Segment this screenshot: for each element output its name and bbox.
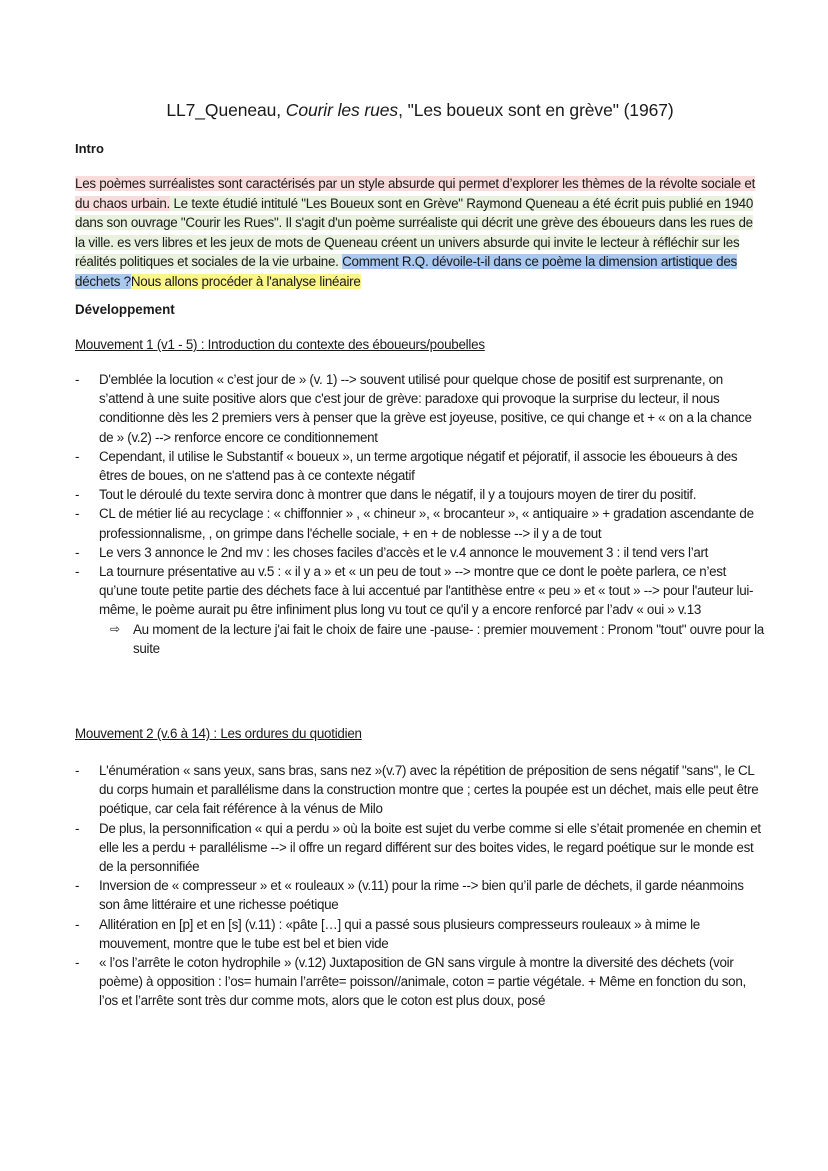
list-item [75, 761, 765, 819]
list-item-text: Allitération en [p] et en [s] (v.11) : «pâte […] qui a passé sous plusieurs compresseurs rouleaux » à mime le mouvement, montre que le tube est bel et bien vide [99, 916, 700, 951]
bullet-dash-icon: - [75, 763, 80, 778]
arrow-note-text: Au moment de la lecture j'ai fait le choix de faire une -pause- : premier mouvement : Pronom "tout" ouvre pour la suite [133, 621, 764, 656]
list-item [75, 447, 765, 485]
list-item-text: Inversion de « compresseur » et « rouleaux » (v.11) pour la rime --> bien qu’il parle de déchets, il garde néanmoins son âme littéraire et une richesse poétique [99, 878, 744, 913]
list-item [75, 543, 765, 562]
list-item [75, 819, 765, 877]
list-item [75, 562, 765, 620]
list-item-text: La tournure présentative au v.5 : « il y a » et « un peu de tout » --> montre que ce dont le poète parlera, ce n’est qu’une toute petite partie des déchets face à lui accentué par l'antithèse entre « peu » et « tout » --> pour l'auteur lui-même, le poème aurait pu être infiniment plus long vu tout ce qu'il y a encore renforcé par l’adv « oui » v.13 [99, 564, 754, 618]
intro-problematique-highlight: Comment R.Q. dévoile-t-il dans ce poème la dimension artistique des déchets ? [75, 254, 737, 289]
mouvement-1-list [75, 370, 765, 658]
intro-paragraph [75, 174, 765, 292]
bullet-dash-icon: - [75, 487, 80, 503]
intro-heading: Intro [75, 141, 104, 156]
list-item [75, 504, 765, 542]
intro-highlight-pink: Les poèmes surréalistes sont caractérisés par un style absurde qui permet d’explorer les thèmes de la révolte sociale et du chaos urbain. [75, 176, 756, 211]
arrow-note [75, 620, 765, 658]
list-item-text: CL de métier lié au recyclage : « chiffonnier » , « chineur », « brocanteur », « antiquaire » + gradation ascendante de professionnalisme, , on grimpe dans l'échelle sociale, + en + de noblesse --> il y a de tout [99, 506, 754, 541]
bullet-dash-icon: - [75, 372, 80, 387]
list-item-text: « l’os l’arrête le coton hydrophile » (v.12) Juxtaposition de GN sans virgule à montre la diversité des déchets (voir poème) à opposition : l’os= humain l’arrête= poisson//animale, coton = partie végétale. + Même en fonction du son, l’os et l’arrête sont très dur comme mots, alors que le coton est plus doux, posé [99, 955, 746, 1009]
bullet-dash-icon: - [75, 544, 80, 560]
intro-highlight-green: Le texte étudié intitulé "Les Boueux sont en Grève" Raymond Queneau a été écrit puis publié en 1940 dans son ouvrage "Courir les Rues". Il s'agit d'un poème surréaliste qui décrit une grève des éboueurs dans les rues de la ville. es vers libres et les jeux de mots de Queneau créent un univers absurde qui invite le lecteur à réfléchir sur les réalités politiques et sociales de la vie urbaine. [75, 195, 754, 270]
title-suffix: , "Les boueux sont en grève" (1967) [398, 100, 674, 120]
list-item [75, 953, 765, 1011]
arrow-right-icon: ⇨ [110, 621, 120, 636]
list-item [75, 485, 765, 504]
list-item [75, 370, 765, 447]
mouvement-2-heading: Mouvement 2 (v.6 à 14) : Les ordures du quotidien [75, 726, 362, 741]
list-item-text: Cependant, il utilise le Substantif « boueux », un terme argotique négatif et péjoratif, il associe les éboueurs à des êtres de boues, on ne s'attend pas à ce contexte négatif [99, 448, 738, 484]
list-item-text: L'énumération « sans yeux, sans bras, sans nez »(v.7) avec la répétition de préposition de sens négatif "sans", le CL du corps humain et parallélisme dans la construction montre que ; certes la poupée est un déchet, mais elle peut être poétique, car cela fait référence à la vénus de Milo [99, 763, 759, 817]
list-item [75, 876, 765, 914]
bullet-dash-icon: - [75, 916, 80, 932]
list-item-text: Tout le déroulé du texte servira donc à montrer que dans le négatif, il y a toujours moyen de tirer du positif. [99, 487, 697, 503]
development-heading: Développement [75, 302, 175, 317]
document-title [75, 100, 765, 121]
title-work-italic: Courir les rues [285, 100, 399, 120]
bullet-dash-icon: - [75, 820, 80, 836]
title-prefix: LL7_Queneau, [166, 100, 286, 120]
list-item-text: Le vers 3 annonce le 2nd mv : les choses faciles d’accès et le v.4 annonce le mouvement 3 : il tend vers l’art [99, 544, 709, 560]
bullet-dash-icon: - [75, 564, 80, 580]
list-item-text: De plus, la personnification « qui a perdu » où la boite est sujet du verbe comme si elle s’était promenée en chemin et elle les a perdu + parallélisme --> il offre un regard différent sur des boites vides, le regard poétique sur le monde est de la personnifiée [99, 820, 761, 875]
intro-annonce-highlight: Nous allons procéder à l'analyse linéaire [130, 273, 361, 289]
list-item [75, 915, 765, 953]
list-item-text: D'emblée la locution « c’est jour de » (v. 1) --> souvent utilisé pour quelque chose de positif est surprenante, on s’attend à une suite positive alors que c'est jour de grève: paradoxe qui provoque la surprise du lecteur, il nous conditionne dès les 2 premiers vers à penser que la grève est joyeuse, positive, ce qui change et + « on a la chance de » (v.2) --> renforce encore ce conditionnement [99, 372, 752, 445]
mouvement-1-heading: Mouvement 1 (v1 - 5) : Introduction du contexte des éboueurs/poubelles [75, 337, 485, 352]
bullet-dash-icon: - [75, 448, 80, 464]
bullet-dash-icon: - [75, 506, 80, 522]
bullet-dash-icon: - [75, 955, 80, 971]
mouvement-2-list [75, 761, 765, 1011]
bullet-dash-icon: - [75, 878, 80, 894]
